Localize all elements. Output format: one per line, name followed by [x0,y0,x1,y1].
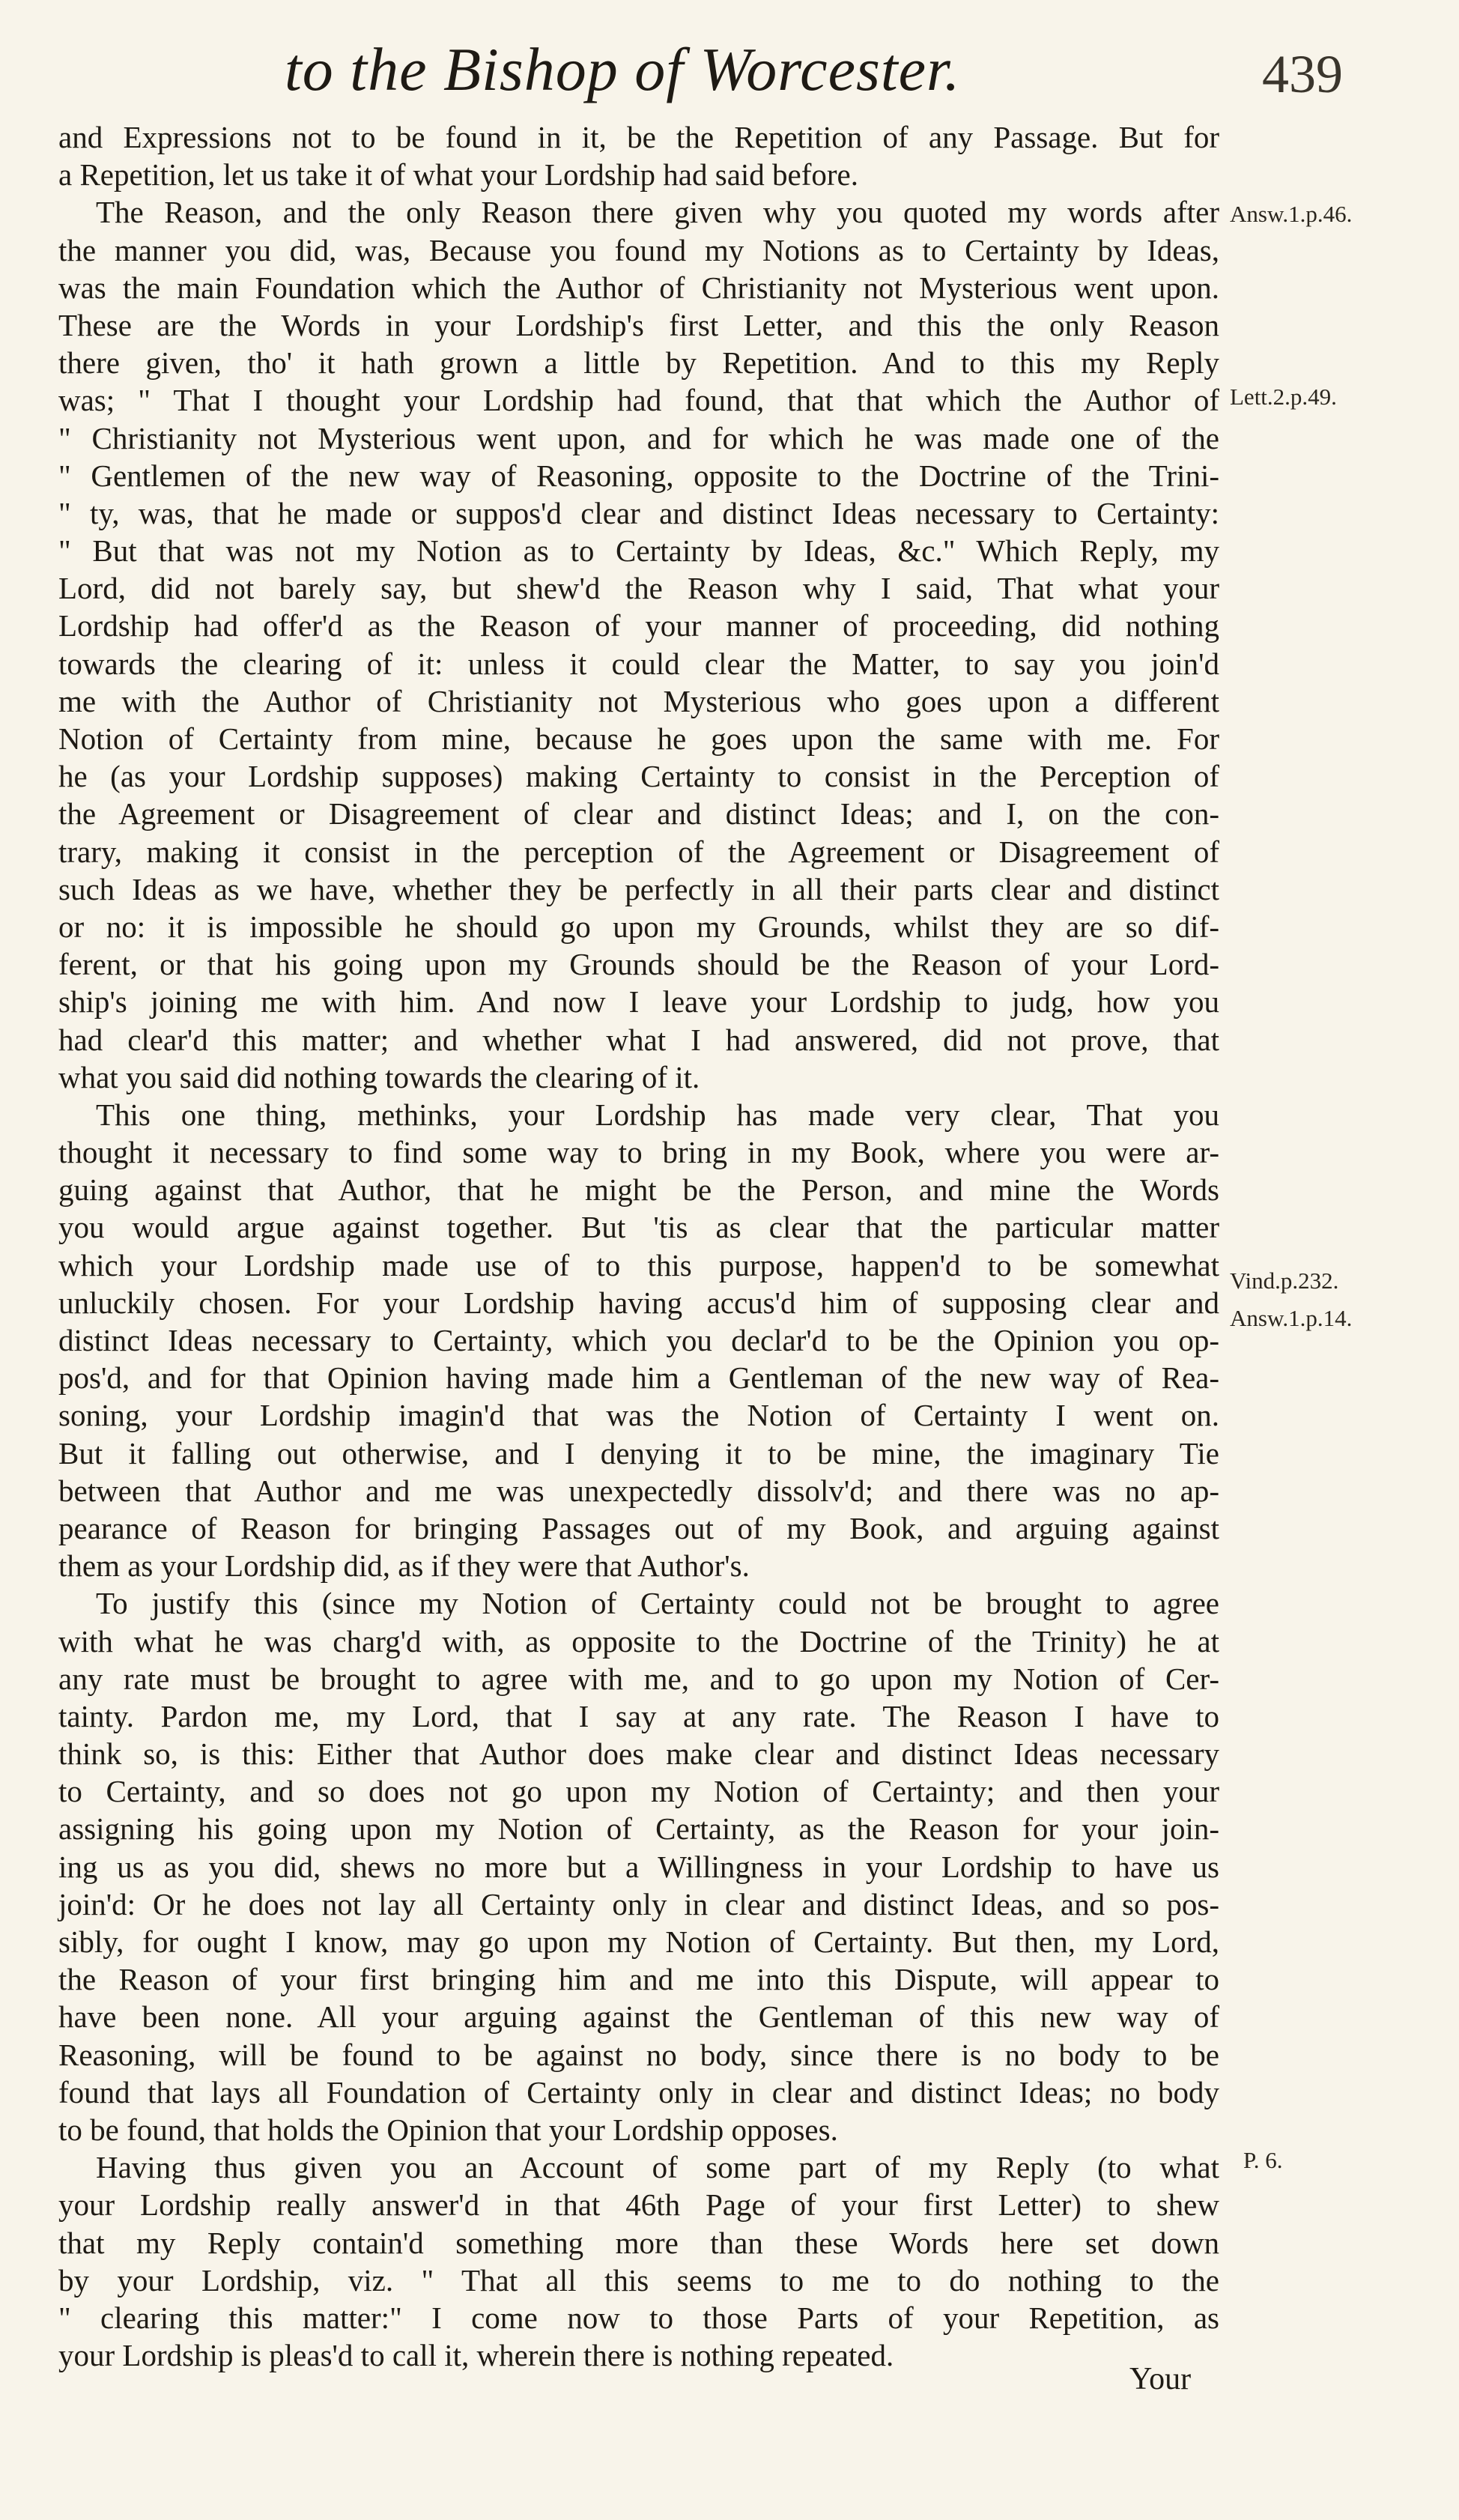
text-line: what you said did nothing towards the clearing of it. [58,1059,700,1094]
text-line: was the main Foundation which the Author of Christianity not Mysterious went upon. [58,270,1219,305]
text-line: or no: it is impossible he should go upon my Grounds, whilst they are so dif- [58,909,1219,944]
text-line: These are the Words in your Lordship's first Letter, and this the only Reason [58,307,1219,342]
text-line: your Lordship really answer'd in that 46th Page of your first Letter) to shew [58,2187,1219,2223]
text-line: any rate must be brought to agree with me, and to go upon my Notion of Cer- [58,1661,1219,1696]
text-line: trary, making it consist in the perception of the Agreement or Disagreement of [58,834,1219,869]
text-line: distinct Ideas necessary to Certainty, which you declar'd to be the Opinion you op- [58,1323,1219,1357]
text-line: " ty, was, that he made or suppos'd clear and distinct Ideas necessary to Certainty: [58,495,1219,530]
text-line: towards the clearing of it: unless it could clear the Matter, to say you join'd [58,646,1219,681]
margin-note: Vind.p.232. [1230,1267,1339,1294]
text-line: that my Reply contain'd something more than these Words here set down [58,2225,1219,2260]
text-line: me with the Author of Christianity not Mysterious who goes upon a different [58,683,1219,718]
text-line: Notion of Certainty from mine, because he goes upon the same with me. For [58,721,1219,756]
text-line: your Lordship is pleas'd to call it, wherein there is nothing repeated. [58,2338,894,2373]
margin-note: Answ.1.p.46. [1230,201,1353,227]
margin-note: Lett.2.p.49. [1230,384,1337,410]
text-line: to be found, that holds the Opinion that your Lordship opposes. [58,2112,838,2147]
text-line: This one thing, methinks, your Lordship has made very clear, That you [96,1097,1219,1132]
text-line: tainty. Pardon me, my Lord, that I say at any rate. The Reason I have to [58,1698,1219,1733]
text-line: Lord, did not barely say, but shew'd the Reason why I said, That what your [58,571,1219,606]
text-line: " clearing this matter:" I come now to those Parts of your Repetition, as [58,2300,1219,2335]
text-line: guing against that Author, that he might be the Person, and mine the Words [58,1172,1219,1208]
text-line: think so, is this: Either that Author does make clear and distinct Ideas necessary [58,1736,1219,1772]
text-line: between that Author and me was unexpectedly dissolv'd; and there was no ap- [58,1473,1219,1508]
text-line: he (as your Lordship supposes) making Certainty to consist in the Perception of [58,759,1219,794]
text-line: sibly, for ought I know, may go upon my Notion of Certainty. But then, my Lord, [58,1924,1219,1959]
text-line: to Certainty, and so does not go upon my Notion of Certainty; and then your [58,1774,1219,1809]
text-line: join'd: Or he does not lay all Certainty only in clear and distinct Ideas, and so pos- [58,1886,1219,1921]
running-title: to the Bishop of Worcester. [285,35,961,103]
margin-note: Answ.1.p.14. [1230,1305,1353,1331]
text-line: But it falling out otherwise, and I denying it to be mine, the imaginary Tie [58,1435,1219,1470]
text-line: pos'd, and for that Opinion having made him a Gentleman of the new way of Rea- [58,1360,1219,1396]
text-line: The Reason, and the only Reason there given why you quoted my words after [96,195,1219,230]
text-line: the Agreement or Disagreement of clear and distinct Ideas; and I, on the con- [58,796,1219,832]
text-line: assigning his going upon my Notion of Certainty, as the Reason for your join- [58,1811,1219,1847]
text-line: unluckily chosen. For your Lordship having accus'd him of supposing clear and [58,1285,1219,1320]
text-line: there given, tho' it hath grown a little by Repetition. And to this my Reply [58,345,1219,381]
text-line: soning, your Lordship imagin'd that was the Notion of Certainty I went on. [58,1398,1219,1433]
text-line: them as your Lordship did, as if they were that Author's. [58,1548,750,1584]
text-line: a Repetition, let us take it of what your Lordship had said before. [58,157,859,193]
text-line: with what he was charg'd with, as opposite to the Doctrine of the Trinity) he at [58,1623,1219,1659]
text-line: pearance of Reason for bringing Passages out of my Book, and arguing against [58,1510,1219,1545]
text-line: had clear'd this matter; and whether what I had answered, did not prove, that [58,1022,1219,1057]
text-line: and Expressions not to be found in it, be the Repetition of any Passage. But for [58,120,1219,154]
text-line: the manner you did, was, Because you found my Notions as to Certainty by Ideas, [58,232,1219,267]
text-line: have been none. All your arguing against the Gentleman of this new way of [58,1999,1219,2035]
page-header [0,27,1459,124]
text-line: ferent, or that his going upon my Grounds should be the Reason of your Lord- [58,947,1219,982]
text-line: thought it necessary to find some way to bring in my Book, where you were ar- [58,1135,1219,1170]
text-line: you would argue against together. But 'tis as clear that the particular matter [58,1210,1219,1245]
text-line: " Gentlemen of the new way of Reasoning, opposite to the Doctrine of the Trini- [58,458,1219,493]
text-line: To justify this (since my Notion of Certainty could not be brought to agree [96,1586,1219,1621]
text-line: Having thus given you an Account of some part of my Reply (to what [96,2150,1219,2185]
margin-note: P. 6. [1243,2147,1283,2173]
text-line: was; " That I thought your Lordship had found, that that which the Author of [58,383,1219,418]
text-line: ship's joining me with him. And now I leave your Lordship to judg, how you [58,984,1219,1020]
text-line: the Reason of your first bringing him and me into this Dispute, will appear to [58,1962,1219,1997]
text-line: Reasoning, will be found to be against no body, since there is no body to be [58,2037,1219,2072]
text-line: Lordship had offer'd as the Reason of your manner of proceeding, did nothing [58,608,1219,643]
text-line: found that lays all Foundation of Certainty only in clear and distinct Ideas; no body [58,2074,1219,2109]
catchword: Your [1129,2362,1192,2396]
text-line: " But that was not my Notion as to Certainty by Ideas, &c." Which Reply, my [58,533,1219,569]
text-line: such Ideas as we have, whether they be perfectly in all their parts clear and distinct [58,871,1219,906]
text-line: which your Lordship made use of to this purpose, happen'd to be somewhat [58,1247,1219,1282]
body-text [58,118,1219,2374]
text-line: " Christianity not Mysterious went upon, and for which he was made one of the [58,420,1219,455]
text-line: ing us as you did, shews no more but a Willingness in your Lordship to have us [58,1849,1219,1884]
page-number: 439 [1262,44,1343,104]
text-line: by your Lordship, viz. " That all this seems to me to do nothing to the [58,2262,1219,2298]
